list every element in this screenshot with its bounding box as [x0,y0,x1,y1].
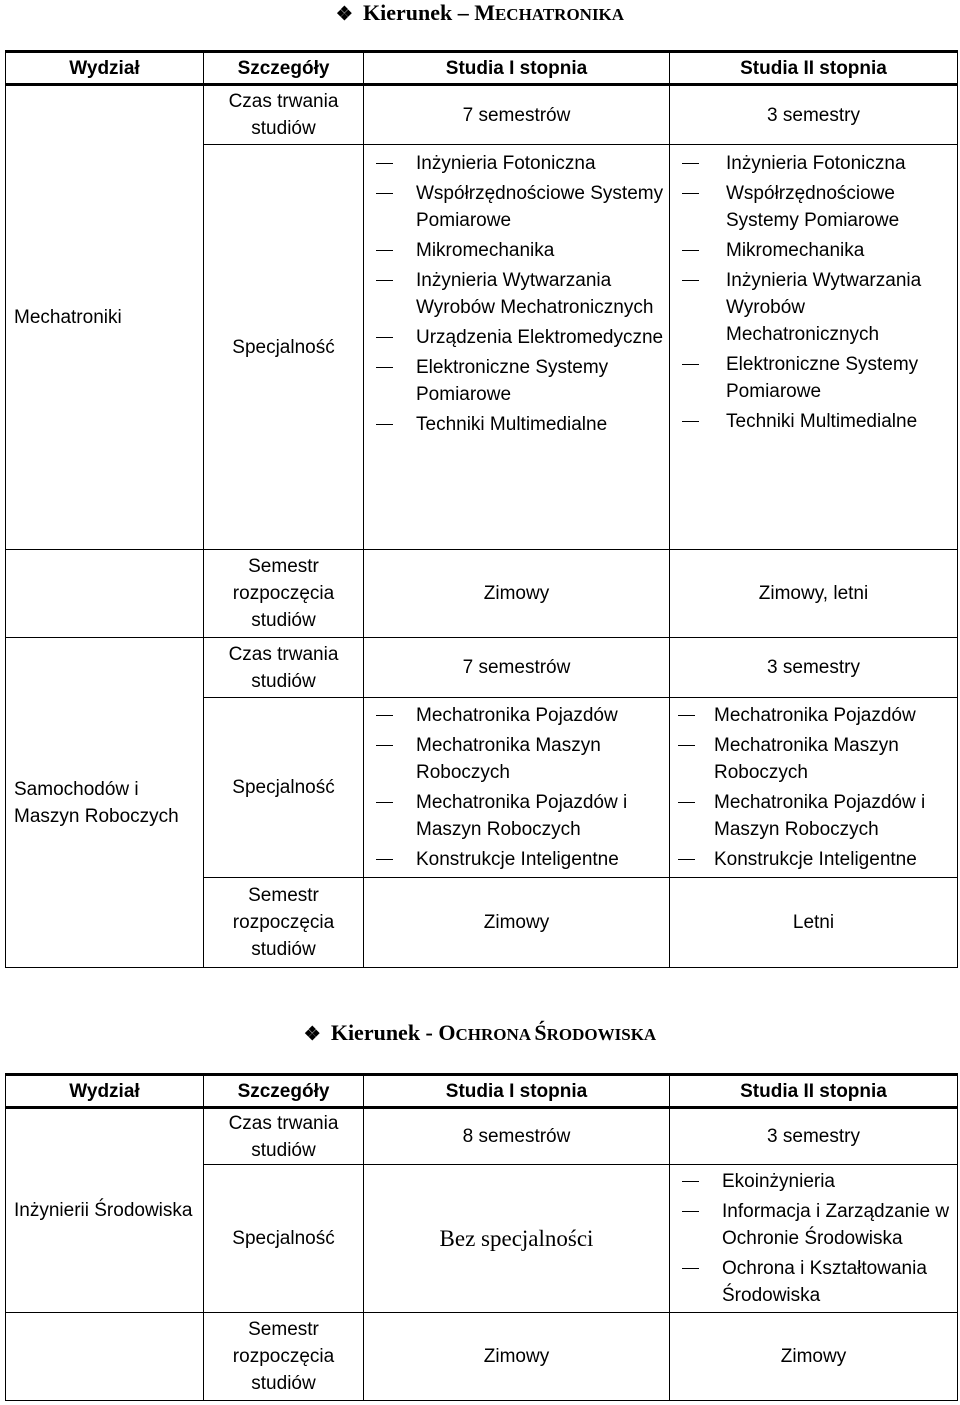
czas-trwania-studia-2: 3 semestry [670,85,958,145]
list-item: Mechatronika Pojazdów [714,702,957,729]
dash-bullet-icon [376,745,393,746]
list-item: Konstrukcje Inteligentne [714,846,957,873]
dash-bullet-icon [376,193,393,194]
list-item: Mikromechanika [416,237,669,264]
semestr-studia-2: Letni [670,878,958,968]
dash-bullet-icon [678,802,695,803]
dash-bullet-icon [682,1268,699,1269]
header-szczegoly: Szczegóły [204,52,364,85]
specjalnosc-studia-1: Bez specjalności [364,1165,670,1313]
list-item: Informacja i Zarządzanie w Ochronie Środowiska [722,1198,957,1252]
semestr-label: Semestr rozpoczęcia studiów [204,1313,364,1401]
dash-bullet-icon [678,745,695,746]
header-studia-1: Studia I stopnia [364,1075,670,1108]
specjalnosc-studia-2 [670,1165,958,1313]
specjalnosc-studia-1 [364,698,670,878]
header-studia-1: Studia I stopnia [364,52,670,85]
dash-bullet-icon [682,280,699,281]
czas-trwania-label: Czas trwania studiów [204,1108,364,1165]
dash-bullet-icon [678,715,695,716]
dash-bullet-icon [376,250,393,251]
specjalnosc-studia-2 [670,145,958,550]
dash-bullet-icon [678,859,695,860]
wydzial-inzynierii-srodowiska: Inżynierii Środowiska [6,1108,204,1313]
dash-bullet-icon [376,163,393,164]
mechatronika-table [5,50,958,968]
header-szczegoly: Szczegóły [204,1075,364,1108]
list-item: Ekoinżynieria [722,1168,957,1195]
semestr-studia-2: Zimowy, letni [670,550,958,638]
list-item: Urządzenia Elektromedyczne [416,324,669,351]
dash-bullet-icon [376,280,393,281]
list-item: Elektroniczne Systemy Pomiarowe [416,354,669,408]
dash-bullet-icon [682,1181,699,1182]
semestr-label: Semestr rozpoczęcia studiów [204,878,364,968]
czas-trwania-studia-1: 7 semestrów [364,638,670,698]
header-wydzial: Wydział [6,52,204,85]
list-item: Ochrona i Kształtowania Środowiska [722,1255,957,1309]
header-studia-2: Studia II stopnia [670,1075,958,1108]
list-item: Techniki Multimedialne [416,411,669,438]
list-item: Mechatronika Maszyn Roboczych [714,732,957,786]
diamond-bullet-icon: ❖ [335,4,353,25]
dash-bullet-icon [682,193,699,194]
list-item: Mechatronika Maszyn Roboczych [416,732,669,786]
specjalnosc-label: Specjalność [204,145,364,550]
specjalnosc-label: Specjalność [204,698,364,878]
czas-trwania-studia-1: 8 semestrów [364,1108,670,1165]
list-item: Konstrukcje Inteligentne [416,846,669,873]
semestr-studia-1: Zimowy [364,550,670,638]
semestr-label: Semestr rozpoczęcia studiów [204,550,364,638]
list-item: Inżynieria Fotoniczna [416,150,669,177]
czas-trwania-studia-2: 3 semestry [670,638,958,698]
list-item: Współrzędnościowe Systemy Pomiarowe [416,180,669,234]
dash-bullet-icon [376,715,393,716]
list-item: Mechatronika Pojazdów [416,702,669,729]
dash-bullet-icon [682,364,699,365]
dash-bullet-icon [376,337,393,338]
list-item: Współrzędnościowe Systemy Pomiarowe [726,180,957,234]
specjalnosc-studia-2 [670,698,958,878]
list-item: Inżynieria Fotoniczna [726,150,957,177]
czas-trwania-studia-2: 3 semestry [670,1108,958,1165]
semestr-studia-1: Zimowy [364,878,670,968]
wydzial-mechatroniki: Mechatroniki [6,85,204,550]
dash-bullet-icon [376,802,393,803]
diamond-bullet-icon: ❖ [303,1024,321,1045]
list-item: Mechatronika Pojazdów i Maszyn Roboczych [416,789,669,843]
wydzial-samochodow: Samochodów i Maszyn Roboczych [6,638,204,968]
semestr-studia-2: Zimowy [670,1313,958,1401]
dash-bullet-icon [376,424,393,425]
header-wydzial: Wydział [6,1075,204,1108]
dash-bullet-icon [376,367,393,368]
dash-bullet-icon [682,421,699,422]
list-item: Mikromechanika [726,237,957,264]
list-item: Elektroniczne Systemy Pomiarowe [726,351,957,405]
semestr-studia-1: Zimowy [364,1313,670,1401]
dash-bullet-icon [682,250,699,251]
list-item: Techniki Multimedialne [726,408,957,435]
list-item: Mechatronika Pojazdów i Maszyn Roboczych [714,789,957,843]
list-item: Inżynieria Wytwarzania Wyrobów Mechatronicznych [416,267,669,321]
section-heading-ochrona-srodowiska: ❖ Kierunek - OCHRONA ŚRODOWISKA [303,1020,657,1045]
czas-trwania-label: Czas trwania studiów [204,85,364,145]
dash-bullet-icon [376,859,393,860]
list-item: Inżynieria Wytwarzania Wyrobów Mechatronicznych [726,267,957,348]
ochrona-srodowiska-table [5,1073,958,1401]
header-studia-2: Studia II stopnia [670,52,958,85]
specjalnosc-studia-1 [364,145,670,550]
dash-bullet-icon [682,163,699,164]
specjalnosc-label: Specjalność [204,1165,364,1313]
czas-trwania-label: Czas trwania studiów [204,638,364,698]
dash-bullet-icon [682,1211,699,1212]
section-heading-mechatronika: ❖ Kierunek – MECHATRONIKA [335,0,625,25]
czas-trwania-studia-1: 7 semestrów [364,85,670,145]
